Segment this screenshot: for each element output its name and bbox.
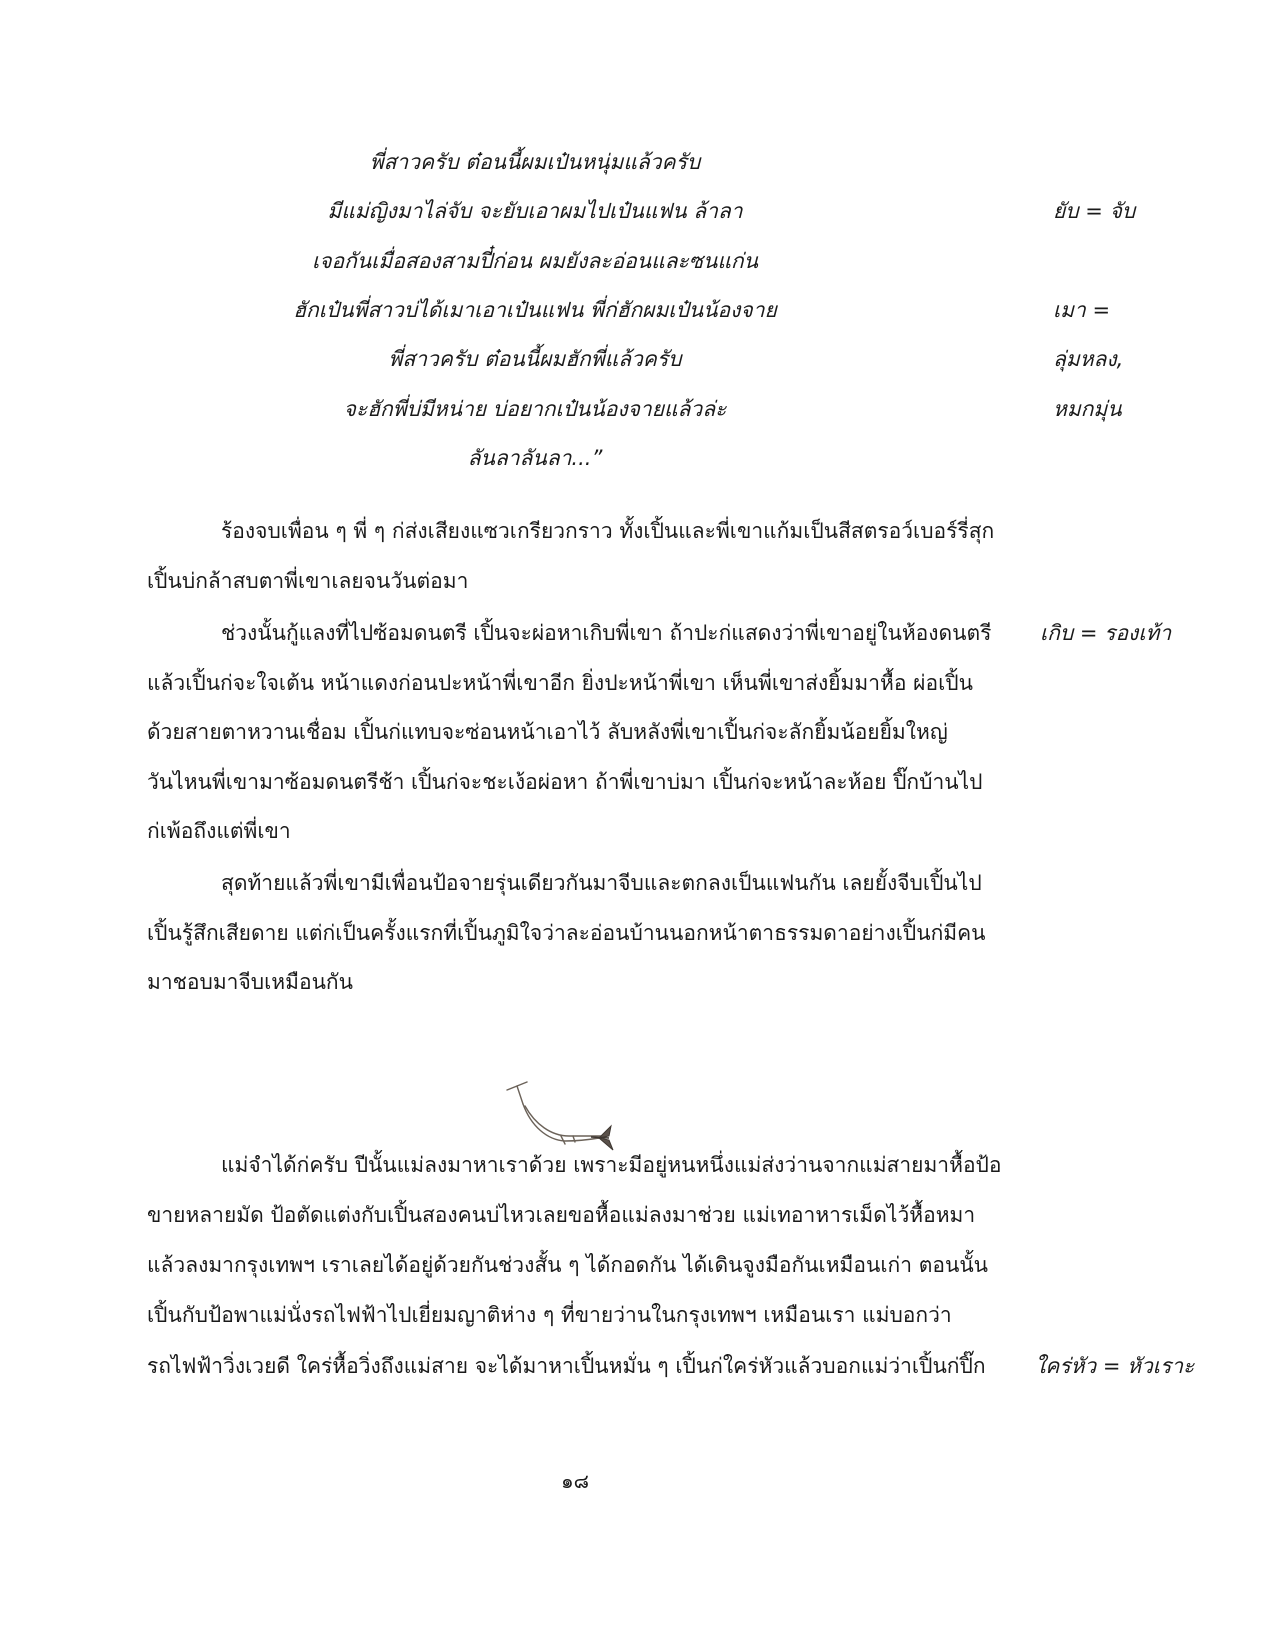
- margin-note-yap: ยับ = จับ: [1053, 199, 1136, 223]
- poem-line: ลันลาลันลา...”: [467, 446, 603, 470]
- paragraph-line: รถไฟฟ้าวิ่งเวยดี ใคร่หื้อวิ่งถึงแม่สาย จะได้มาหาเปิ้นหมั่น ๆ เปิ้นก่ใคร่หัวแล้วบอกแม่ว่าเปิ้นก่ปิ๊ก: [147, 1354, 986, 1378]
- paragraph-line: สุดท้ายแล้วพี่เขามีเพื่อนป้อจายรุ่นเดียวกันมาจีบและตกลงเป็นแฟนกัน เลยยั้งจีบเปิ้นไป: [221, 871, 982, 895]
- poem-line: มีแม่ญิงมาไล่จับ จะยับเอาผมไปเป๋นแฟน ล้าลา: [327, 199, 743, 223]
- margin-note-mao: เมา =: [1053, 298, 1111, 322]
- poem-line: จะฮักพี่บ่มีหน่าย บ่อยากเป๋นน้องจายแล้วล่ะ: [343, 397, 727, 421]
- margin-note-mao: หมกมุ่น: [1053, 397, 1122, 421]
- paragraph-line: ก่เพ้อถึงแต่พี่เขา: [147, 819, 291, 843]
- paragraph-line: เปิ้นรู้สึกเสียดาย แต่ก่เป็นครั้งแรกที่เปิ้นภูมิใจว่าละอ่อนบ้านนอกหน้าตาธรรมดาอย่างเปิ้นก่มีคน: [147, 921, 986, 945]
- paragraph-line: แม่จำได้ก่ครับ ปีนั้นแม่ลงมาหาเราด้วย เพราะมีอยู่หนหนึ่งแม่ส่งว่านจากแม่สายมาหื้อป้อ: [221, 1153, 1002, 1177]
- poem-line: พี่สาวครับ ต๋อนนี้ผมเป๋นหนุ่มแล้วครับ: [369, 150, 701, 174]
- paragraph-line: เปิ้นกับป้อพาแม่นั่งรถไฟฟ้าไปเยี่ยมญาติห่าง ๆ ที่ขายว่านในกรุงเทพฯ เหมือนเรา แม่บอกว่า: [147, 1303, 952, 1327]
- paragraph-line: เปิ้นบ่กล้าสบตาพี่เขาเลยจนวันต่อมา: [147, 569, 469, 593]
- margin-note-khaihua: ใคร่หัว = หัวเราะ: [1035, 1354, 1195, 1378]
- margin-note-mao: ลุ่มหลง,: [1053, 347, 1124, 371]
- paragraph-line: แล้วลงมากรุงเทพฯ เราเลยได้อยู่ด้วยกันช่วงสั้น ๆ ได้กอดกัน ได้เดินจูงมือกันเหมือนเก่า ตอนนั้น: [147, 1253, 989, 1277]
- paragraph-line: ช่วงนั้นกู้แลงที่ไปซ้อมดนตรี เปิ้นจะผ่อหาเกิบพี่เขา ถ้าปะก่แสดงว่าพี่เขาอยู่ในห้องดนตรี: [221, 621, 992, 645]
- paragraph-line: ขายหลายมัด ป้อตัดแต่งกับเปิ้นสองคนบ่ไหวเลยขอหื้อแม่ลงมาช่วย แม่เทอาหารเม็ดไว้หื้อหมา: [147, 1203, 976, 1227]
- crossbow-ornament-icon: [505, 1078, 635, 1162]
- paragraph-line: แล้วเปิ้นก่จะใจเต้น หน้าแดงก่อนปะหน้าพี่เขาอีก ยิ่งปะหน้าพี่เขา เห็นพี่เขาส่งยิ้มมาหื้อ ผ่อเปิ้น: [147, 671, 973, 695]
- poem-line: ฮักเป๋นพี่สาวบ่ได้เมาเอาเป๋นแฟน พี่ก่ฮักผมเป๋นน้องจาย: [293, 298, 777, 322]
- poem-line: พี่สาวครับ ต๋อนนี้ผมฮักพี่แล้วครับ: [388, 347, 682, 371]
- paragraph-line: ด้วยสายตาหวานเชื่อม เปิ้นก่แทบจะซ่อนหน้าเอาไว้ ลับหลังพี่เขาเปิ้นก่จะลักยิ้มน้อยยิ้มใหญ่: [147, 720, 948, 744]
- paragraph-line: วันไหนพี่เขามาซ้อมดนตรีช้า เปิ้นก่จะชะเง้อผ่อหา ถ้าพี่เขาบ่มา เปิ้นก่จะหน้าละห้อย ปิ๊กบ้านไป: [147, 770, 983, 794]
- page-number: ๑๘: [560, 1469, 590, 1493]
- paragraph-line: ร้องจบเพื่อน ๆ พี่ ๆ ก่ส่งเสียงแซวเกรียวกราว ทั้งเปิ้นและพี่เขาแก้มเป็นสีสตรอว์เบอร์รี่สุก: [221, 519, 995, 543]
- margin-note-kep: เกิบ = รองเท้า: [1040, 621, 1172, 645]
- paragraph-line: มาชอบมาจีบเหมือนกัน: [147, 970, 354, 994]
- poem-line: เจอกันเมื่อสองสามปี๋ก่อน ผมยังละอ่อนและซนแก่น: [312, 249, 758, 273]
